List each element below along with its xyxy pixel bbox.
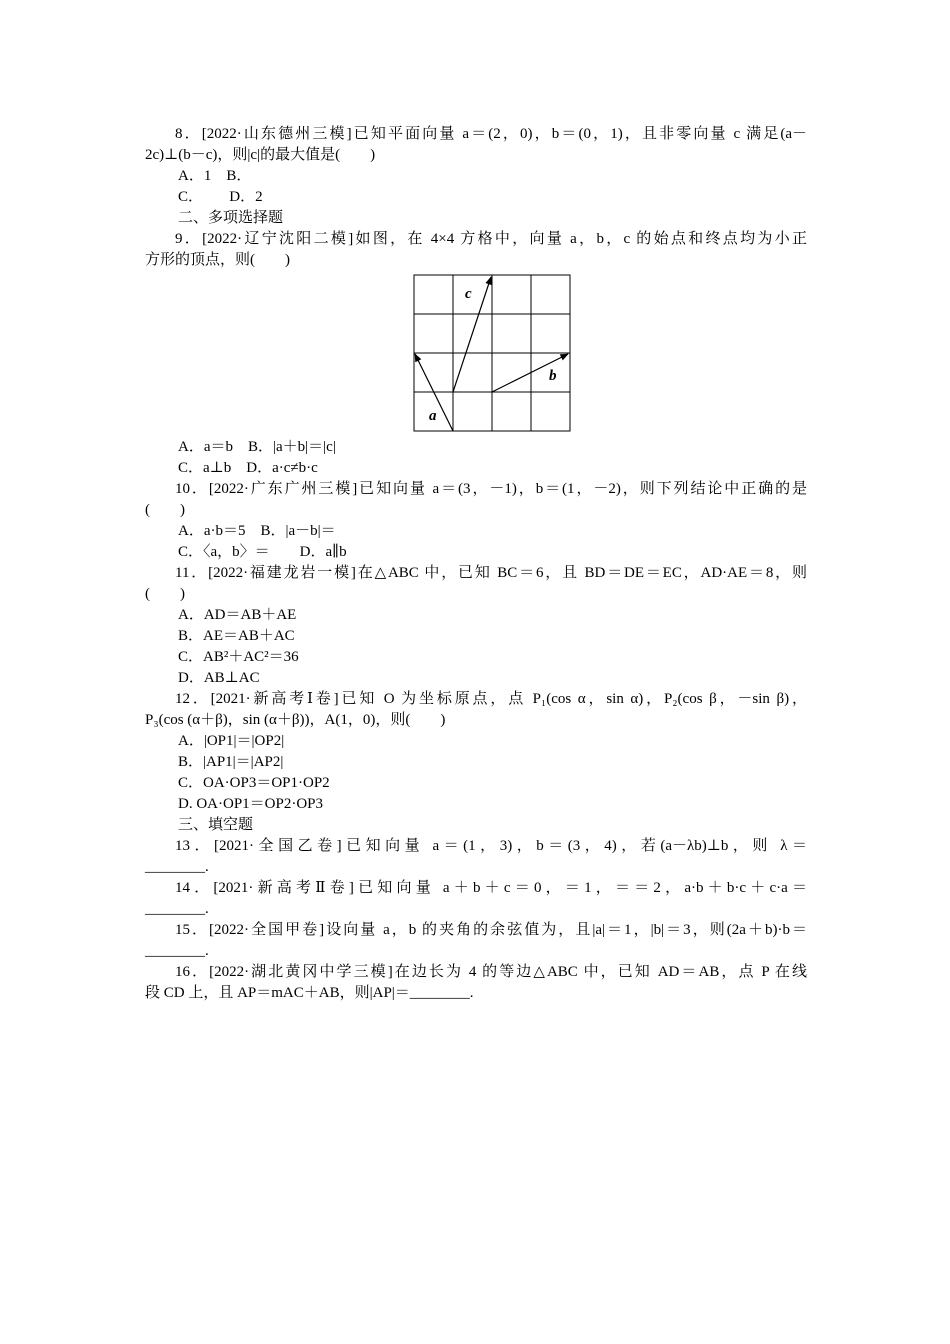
q11-option-c: C．AB²＋AC²＝36	[178, 649, 299, 665]
vector-grid-figure	[413, 274, 571, 434]
q9-figure	[145, 271, 807, 437]
section-multiple-choice-heading: 二、多项选择题	[178, 210, 284, 226]
q16-line2: 段 CD 上，且 AP＝mAC＋AB，则|AP|＝________.	[145, 985, 474, 1001]
vector-b-label: b	[549, 368, 557, 384]
vector-c-arrow	[453, 277, 491, 392]
q12-line1: 12．[2021·新高考Ⅰ卷]已知 O 为坐标原点，点 P₁(cos α，sin α)，P₂(cos β，－sin β)，	[175, 691, 807, 707]
q11-line2: ( )	[145, 586, 185, 602]
q15-answer-blank: ________.	[145, 943, 209, 959]
q15-line1: 15．[2022·全国甲卷]设向量 a，b 的夹角的余弦值为，且|a|＝1，|b|＝3，则(2a＋b)·b＝	[175, 922, 807, 938]
q12-option-c: C．OA·OP3＝OP1·OP2	[178, 775, 330, 791]
q12-option-a: A．|OP1|＝|OP2|	[178, 733, 285, 749]
q13-answer-blank: ________.	[145, 859, 209, 875]
q10-options-ab: A．a·b＝5 B．|a－b|＝	[178, 523, 336, 539]
q8-options-ab: A．1 B．	[178, 168, 252, 184]
vector-b-arrow	[492, 354, 568, 392]
q10-line1: 10．[2022·广东广州三模]已知向量 a＝(3，－1)，b＝(1，－2)，则下列结论中正确的是	[175, 481, 807, 497]
q14-answer-blank: ________.	[145, 901, 209, 917]
vector-a-label: a	[429, 408, 437, 424]
section-fill-in-heading: 三、填空题	[178, 817, 254, 833]
q11-option-a: A．AD＝AB＋AE	[178, 607, 297, 623]
q11-option-b: B．AE＝AB＋AC	[178, 628, 295, 644]
q9-line1: 9．[2022·辽宁沈阳二模]如图，在 4×4 方格中，向量 a，b，c 的始点和终点均为小正	[175, 231, 807, 247]
q10-line2: ( )	[145, 502, 185, 518]
q12-line2: P₃(cos (α＋β)，sin (α＋β))，A(1，0)，则( )	[145, 712, 446, 728]
q10-options-cd: C．〈a，b〉＝ D．a∥b	[178, 544, 347, 560]
q9-options-ab: A．a＝b B．|a＋b|＝|c|	[178, 439, 336, 455]
q8-line1: 8．[2022·山东德州三模]已知平面向量 a＝(2，0)，b＝(0，1)，且非零向量 c 满足(a－	[175, 126, 807, 142]
q14-line1: 14．[2021·新高考Ⅱ卷]已知向量 a＋b＋c＝0，＝1，＝＝2，a·b＋b·c＋c·a＝	[175, 880, 807, 896]
vector-c-label: c	[465, 286, 472, 302]
q8-options-cd: C． D．2	[178, 189, 263, 205]
q9-line2: 方形的顶点，则( )	[145, 252, 290, 268]
grid-lines	[414, 275, 570, 431]
q12-option-b: B．|AP1|＝|AP2|	[178, 754, 284, 770]
q11-line1: 11．[2022·福建龙岩一模]在△ABC 中，已知 BC＝6，且 BD＝DE＝EC，AD·AE＝8，则	[175, 565, 807, 581]
q16-line1: 16．[2022·湖北黄冈中学三模]在边长为 4 的等边△ABC 中，已知 AD＝AB，点 P 在线	[175, 964, 807, 980]
q9-options-cd: C．a⊥b D．a·c≠b·c	[178, 460, 318, 476]
q12-option-d: D. OA·OP1＝OP2·OP3	[178, 796, 324, 812]
q11-option-d: D．AB⊥AC	[178, 670, 260, 686]
worksheet-page	[145, 124, 807, 1004]
q13-line1: 13．[2021·全国乙卷]已知向量 a＝(1，3)，b＝(3，4)，若(a－λb)⊥b，则 λ＝	[175, 838, 807, 854]
q8-line2: 2c)⊥(b－c)，则|c|的最大值是( )	[145, 147, 376, 163]
